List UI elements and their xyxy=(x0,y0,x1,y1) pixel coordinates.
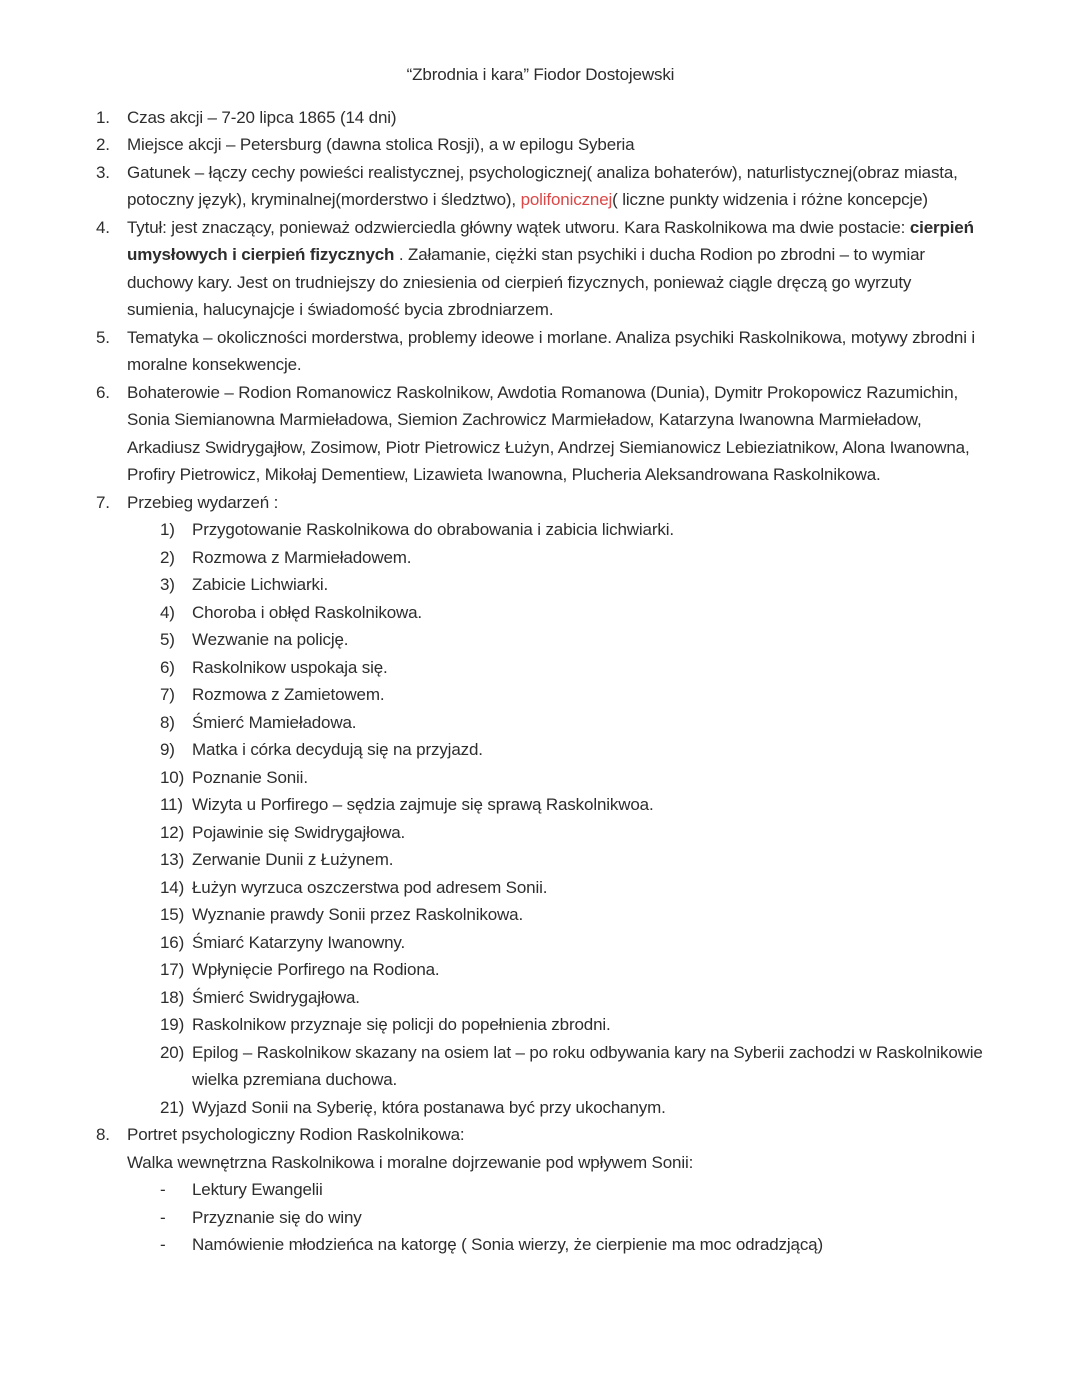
item-number: 5. xyxy=(96,327,110,347)
item-text xyxy=(127,324,985,379)
sub-item-text: Przygotowanie Raskolnikowa do obrabowania i zabicia lichwiarki. xyxy=(192,520,674,539)
sub-list-item xyxy=(160,819,985,847)
item-number: 4. xyxy=(96,217,110,237)
sub-item-number: 2) xyxy=(160,547,175,567)
sub-item-number: 21) xyxy=(160,1097,185,1117)
sub-item-number: 5) xyxy=(160,630,175,649)
sub-list-item xyxy=(160,709,985,737)
item-number: 6. xyxy=(96,382,110,402)
sub-list-item xyxy=(160,1039,985,1094)
text-segment: Bohaterowie – Rodion Romanowicz Raskolnikow, Awdotia Romanowa (Dunia), Dymitr Prokopowicz Razumichin, Sonia Siemianowna Marmieładowa, Siemion Zachrowicz Marmieładow, Katarzyna Iwanowna Marmieładow, Arkadiusz Swidrygajłow, Zosimow, Piotr Pietrowicz Łużyn, Andrzej Siemianowicz Lebieziatnikow, Alona Iwanowna, Profiry Pietrowicz, Mikołaj Dementiew, Lizawieta Iwanowna, Plucheria Aleksandrowana Raskolnikowa. xyxy=(127,382,970,484)
sub-item-text: Śmiarć Katarzyny Iwanowny. xyxy=(192,932,406,952)
sub-item-text: Zabicie Lichwiarki. xyxy=(192,575,329,594)
item-number: 1. xyxy=(96,107,110,127)
item-body xyxy=(127,159,985,214)
item-body xyxy=(127,379,985,489)
dash-bullet: - xyxy=(160,1180,166,1199)
item-text xyxy=(127,104,985,132)
list-item xyxy=(96,379,985,489)
sub-list-item xyxy=(160,736,985,764)
sub-list-item xyxy=(160,681,985,709)
sub-list-item xyxy=(160,626,985,654)
sub-item-number: 1) xyxy=(160,520,175,539)
text-segment: ( liczne punkty widzenia i różne koncepcje) xyxy=(612,190,928,209)
page-title: “Zbrodnia i kara” Fiodor Dostojewski xyxy=(406,65,675,84)
sub-list-item xyxy=(160,764,985,792)
item-body xyxy=(127,214,985,324)
text-segment: Tematyka – okoliczności morderstwa, problemy ideowe i morlane. Analiza psychiki Raskolnikowa, motywy zbrodni i moralne konsekwencje. xyxy=(127,327,976,374)
sub-item-number: 12) xyxy=(160,822,185,842)
sub-item-text: Łużyn wyrzuca oszczerstwa pod adresem Sonii. xyxy=(192,877,548,897)
sub-item-text: Rozmowa z Marmieładowem. xyxy=(192,547,412,567)
text-segment: Gatunek – łączy cechy powieści realistycznej, psychologicznej( analiza bohaterów), naturlistycznej(obraz miasta, potoczny język), kryminalnej(morderstwo i śledztwo), xyxy=(127,162,958,209)
sub-list-item xyxy=(160,929,985,957)
item-body xyxy=(127,324,985,379)
sub-item-number: 3) xyxy=(160,575,175,594)
sub-list-item xyxy=(160,956,985,984)
list-item xyxy=(96,214,985,324)
list-item xyxy=(96,131,985,159)
item-text xyxy=(127,379,985,489)
text-segment: Portret psychologiczny Rodion Raskolnikowa: xyxy=(127,1125,465,1144)
item-text xyxy=(127,1121,985,1149)
highlighted-term: polifonicznej xyxy=(520,190,613,209)
item-text xyxy=(127,489,985,517)
sub-item-number: 10) xyxy=(160,767,185,787)
sub-item-number: 4) xyxy=(160,602,175,622)
sub-item-text: Wizyta u Porfirego – sędzia zajmuje się sprawą Raskolnikwoa. xyxy=(192,795,654,814)
sub-item-text: Wyjazd Sonii na Syberię, która postanawa być przy ukochanym. xyxy=(192,1097,666,1117)
bullet-item xyxy=(160,1176,985,1204)
dash-bullet: - xyxy=(160,1235,166,1254)
sub-item-text: Wpłynięcie Porfirego na Rodiona. xyxy=(192,960,440,979)
sub-list-item xyxy=(160,1011,985,1039)
sub-list-item xyxy=(160,1094,985,1122)
item-lead-text: Walka wewnętrzna Raskolnikowa i moralne dojrzewanie pod wpływem Sonii: xyxy=(127,1152,694,1172)
bold-phrase: cierpień umysłowych i cierpień fizycznych xyxy=(127,217,974,264)
sub-item-number: 18) xyxy=(160,987,185,1007)
sub-list-item xyxy=(160,984,985,1012)
item-body xyxy=(127,489,985,1122)
item-number: 8. xyxy=(96,1125,110,1144)
sub-list-item xyxy=(160,516,985,544)
sub-list-item xyxy=(160,874,985,902)
bullet-text: Lektury Ewangelii xyxy=(192,1180,323,1199)
bullet-item xyxy=(160,1231,985,1259)
sub-item-number: 13) xyxy=(160,850,185,869)
sub-item-number: 14) xyxy=(160,877,185,897)
list-item xyxy=(96,104,985,132)
sub-item-number: 19) xyxy=(160,1015,185,1034)
sub-item-number: 16) xyxy=(160,932,185,952)
item-number: 3. xyxy=(96,162,110,182)
text-segment: Tytuł: jest znaczący, ponieważ odzwierciedla główny wątek utworu. Kara Raskolnikowa ma dwie postacie: xyxy=(127,217,910,237)
bullet-text: Namówienie młodzieńca na katorgę ( Sonia wierzy, że cierpienie ma moc odradzjącą) xyxy=(192,1235,823,1254)
sub-list-item xyxy=(160,544,985,572)
sub-list-item xyxy=(160,654,985,682)
sub-item-text: Raskolnikow przyznaje się policji do popełnienia zbrodni. xyxy=(192,1015,611,1034)
sub-item-text: Epilog – Raskolnikow skazany na osiem lat – po roku odbywania kary na Syberii zachodzi w Raskolnikowie wielka pzremiana duchowa. xyxy=(192,1042,983,1089)
list-item xyxy=(96,324,985,379)
sub-item-text: Rozmowa z Zamietowem. xyxy=(192,685,385,704)
item-text xyxy=(127,159,985,214)
sub-list-item xyxy=(160,791,985,819)
item-body xyxy=(127,1121,985,1259)
sub-item-text: Choroba i obłęd Raskolnikowa. xyxy=(192,602,423,622)
sub-list-item xyxy=(160,901,985,929)
sub-list-item xyxy=(160,599,985,627)
bullet-text: Przyznanie się do winy xyxy=(192,1207,362,1227)
item-body xyxy=(127,104,985,132)
main-list xyxy=(96,104,985,1259)
sub-item-text: Matka i córka decydują się na przyjazd. xyxy=(192,740,483,759)
sub-item-number: 6) xyxy=(160,657,175,677)
sub-item-text: Wyznanie prawdy Sonii przez Raskolnikowa. xyxy=(192,905,524,924)
sub-item-number: 17) xyxy=(160,960,185,979)
text-segment: . Załamanie, ciężki stan psychiki i ducha Rodion po zbrodni – to wymiar duchowy kary. Jest on trudniejszy do zniesienia od cierpień fizycznych, ponieważ ciągle dręczą go wyrzuty sumienia, halucynajcje i świadomość bycia zbrodniarzem. xyxy=(127,245,925,319)
sub-item-text: Pojawinie się Swidrygajłowa. xyxy=(192,822,406,842)
item-number: 7. xyxy=(96,492,110,512)
item-text xyxy=(127,131,985,159)
dash-bullet: - xyxy=(160,1207,166,1227)
text-segment: Miejsce akcji – Petersburg (dawna stolica Rosji), a w epilogu Syberia xyxy=(127,135,635,154)
sub-item-number: 15) xyxy=(160,905,185,924)
sub-item-text: Raskolnikow uspokaja się. xyxy=(192,657,388,677)
list-item xyxy=(96,1121,985,1259)
sub-item-text: Zerwanie Dunii z Łużynem. xyxy=(192,850,394,869)
sub-item-text: Śmierć Swidrygajłowa. xyxy=(192,987,360,1007)
text-segment: Czas akcji – 7-20 lipca 1865 (14 dni) xyxy=(127,107,397,127)
sub-item-number: 7) xyxy=(160,685,175,704)
sub-list-item xyxy=(160,846,985,874)
sub-item-text: Wezwanie na policję. xyxy=(192,630,349,649)
sub-item-number: 20) xyxy=(160,1042,185,1062)
text-segment: Przebieg wydarzeń : xyxy=(127,492,279,512)
list-item xyxy=(96,159,985,214)
item-text xyxy=(127,214,985,324)
list-item xyxy=(96,489,985,1122)
item-body xyxy=(127,131,985,159)
sub-item-text: Śmierć Mamieładowa. xyxy=(192,712,357,732)
sub-item-number: 11) xyxy=(160,795,183,814)
item-number: 2. xyxy=(96,135,110,154)
sub-item-text: Poznanie Sonii. xyxy=(192,767,308,787)
bullet-item xyxy=(160,1204,985,1232)
sub-list-item xyxy=(160,571,985,599)
sub-item-number: 8) xyxy=(160,712,175,732)
sub-item-number: 9) xyxy=(160,740,175,759)
